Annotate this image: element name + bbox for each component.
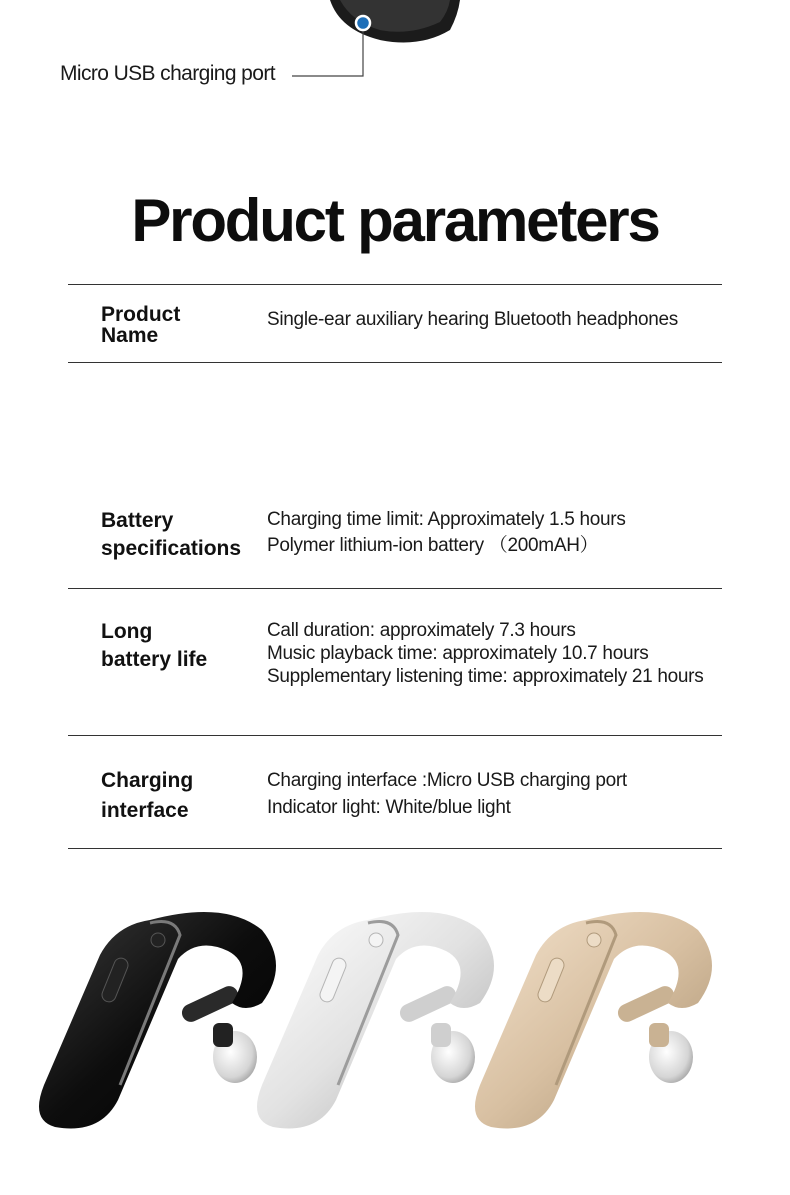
table-rule-top	[68, 284, 722, 285]
headset-gold	[475, 912, 712, 1128]
param-value-battery-life: Call duration: approximately 7.3 hours Music playback time: approximately 10.7 hours Supplementary listening time: approximately 21 hours	[267, 620, 704, 687]
param-label-charging: Charging interface	[101, 769, 194, 822]
param-value-battery: Charging time limit: Approximately 1.5 hours Polymer lithium-ion battery （200mAH）	[267, 509, 626, 556]
param-label-product-name: Product Name	[101, 303, 181, 347]
param-value-charging: Charging interface :Micro USB charging port Indicator light: White/blue light	[267, 770, 627, 818]
param-label-battery: Battery specifications	[101, 509, 242, 560]
charging-port-marker	[356, 16, 370, 30]
headset-color-lineup	[0, 880, 790, 1195]
table-rule-bottom	[68, 848, 722, 849]
param-label-battery-life: Long battery life	[101, 620, 208, 671]
charging-port-label: Micro USB charging port	[60, 62, 275, 85]
section-title: Product parameters	[131, 187, 659, 254]
table-rule	[68, 362, 722, 363]
param-value-product-name: Single-ear auxiliary hearing Bluetooth headphones	[267, 309, 678, 330]
headset-black	[39, 912, 276, 1128]
table-rule	[68, 588, 722, 589]
table-rule	[68, 735, 722, 736]
headset-white	[257, 912, 494, 1128]
